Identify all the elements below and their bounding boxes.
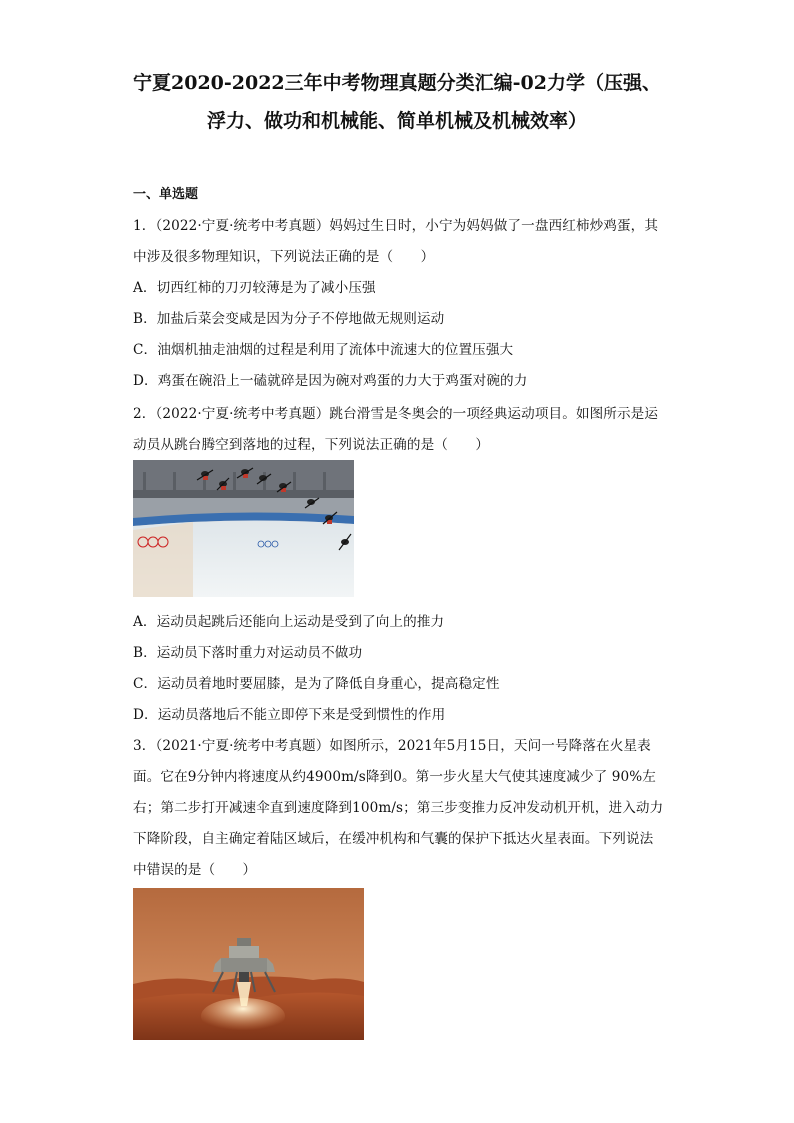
q1-option-d: D．鸡蛋在碗沿上一磕就碎是因为碗对鸡蛋的力大于鸡蛋对碗的力 xyxy=(133,373,528,389)
q1-stem-line-1: 1．（2022·宁夏·统考中考真题）妈妈过生日时，小宁为妈妈做了一盘西红柿炒鸡蛋，其 xyxy=(133,218,659,234)
title-line-1: 宁夏2020-2022三年中考物理真题分类汇编-02力学（压强、 xyxy=(133,72,661,94)
q2-stem-line-2: 动员从跳台腾空到落地的过程，下列说法正确的是（ ） xyxy=(133,437,490,453)
title-line-2: 浮力、做功和机械能、简单机械及机械效率） xyxy=(206,110,587,132)
q1-option-b: B．加盐后菜会变咸是因为分子不停地做无规则运动 xyxy=(133,311,445,327)
document-title xyxy=(90,64,704,140)
q2-option-b: B．运动员下落时重力对运动员不做功 xyxy=(133,645,363,661)
q3-stem-line-2: 面。它在9分钟内将速度从约4900m/s降到0。第一步火星大气使其速度减少了 90%左 xyxy=(133,769,656,785)
q3-stem-line-3: 右；第二步打开减速伞直到速度降到100m/s；第三步变推力反冲发动机开机，进入动力 xyxy=(133,800,664,816)
q2-stem-line-1: 2．（2022·宁夏·统考中考真题）跳台滑雪是冬奥会的一项经典运动项目。如图所示是运 xyxy=(133,406,659,422)
q2-option-a: A．运动员起跳后还能向上运动是受到了向上的推力 xyxy=(133,614,445,630)
q1-option-a: A．切西红柿的刀刃较薄是为了减小压强 xyxy=(133,280,376,296)
q2-option-c: C．运动员着地时要屈膝，是为了降低自身重心，提高稳定性 xyxy=(133,676,500,692)
q1-stem-line-2: 中涉及很多物理知识，下列说法正确的是（ ） xyxy=(133,249,435,265)
q3-stem-line-4: 下降阶段，自主确定着陆区域后，在缓冲机构和气囊的保护下抵达火星表面。下列说法 xyxy=(133,831,654,847)
q2-option-d: D．运动员落地后不能立即停下来是受到惯性的作用 xyxy=(133,707,446,723)
mars-lander-photo xyxy=(133,888,364,1040)
section-heading: 一、单选题 xyxy=(133,187,199,202)
q3-stem-line-5: 中错误的是（ ） xyxy=(133,862,257,878)
q1-option-c: C．油烟机抽走油烟的过程是利用了流体中流速大的位置压强大 xyxy=(133,342,514,358)
q3-stem-line-1: 3．（2021·宁夏·统考中考真题）如图所示，2021年5月15日，天问一号降落在火星表 xyxy=(133,738,651,754)
ski-jump-photo xyxy=(133,460,354,597)
